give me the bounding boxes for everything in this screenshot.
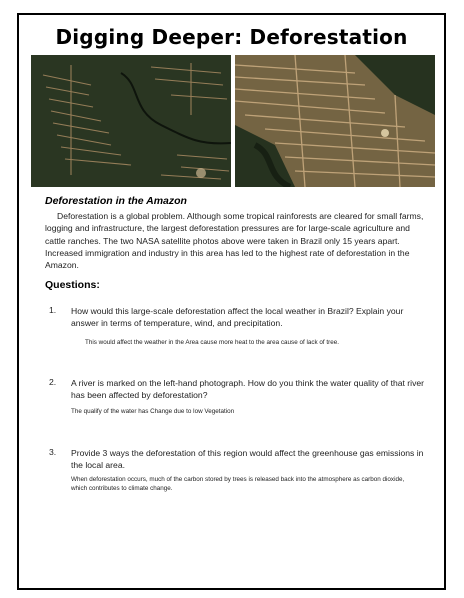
question-2-answer[interactable]: The qualify of the water has Change due to low Vegetation xyxy=(71,408,235,415)
worksheet-page xyxy=(17,13,446,590)
question-2-text: A river is marked on the left-hand photograph. How do you think the water quality of that river has been affected by deforestation? xyxy=(71,378,425,401)
satellite-photo-before xyxy=(31,55,231,187)
question-3-text: Provide 3 ways the deforestation of this region would affect the greenhouse gas emissions in the local area. xyxy=(71,448,424,471)
questions-heading: Questions: xyxy=(45,279,100,291)
question-2-number: 2. xyxy=(49,377,57,387)
question-1-answer[interactable]: This would affect the weather in the Area cause more heat to the area cause of lack of tree. xyxy=(85,339,340,346)
section-heading: Deforestation in the Amazon xyxy=(45,195,187,207)
satellite-photo-after xyxy=(235,55,435,187)
intro-paragraph: Deforestation is a global problem. Although some tropical rainforests are cleared for small farms, logging and infrastructure, the largest deforestation pressures are for large-scale agriculture and cattle ranches. The two NASA satellite photos above were taken in Brazil only 15 years apart. Increased immigration and industry in this area has led to the highest rate of deforestation in the Amazon. xyxy=(45,211,424,271)
question-1-number: 1. xyxy=(49,305,57,315)
question-1-text: How would this large-scale deforestation affect the local weather in Brazil? Explain your answer in terms of temperature, wind, and precipitation. xyxy=(71,306,404,329)
question-3-answer[interactable]: When deforestation occurs, much of the carbon stored by trees is released back into the atmosphere as carbon dioxide, which contributes to climate change. xyxy=(71,476,405,492)
question-3-number: 3. xyxy=(49,447,57,457)
page-title: Digging Deeper: Deforestation xyxy=(55,25,408,49)
